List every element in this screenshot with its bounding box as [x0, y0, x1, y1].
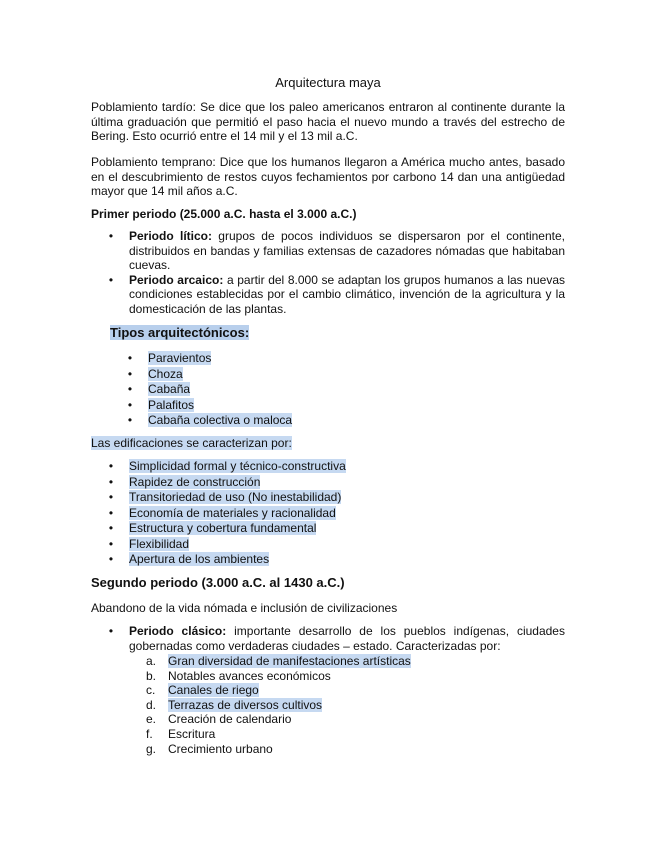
bullet-icon: • [108, 272, 114, 287]
bullet-icon: • [127, 382, 133, 396]
list-item: b. Notables avances económicos [146, 668, 331, 683]
list-item: g. Crecimiento urbano [146, 741, 273, 756]
period-term: Periodo clásico: [129, 624, 227, 638]
list-item: • Estructura y cobertura fundamental [129, 521, 565, 537]
bullet-icon: • [127, 366, 133, 381]
list-item: • Palafitos [148, 398, 565, 414]
bullet-icon: • [127, 397, 133, 412]
bullet-icon: • [108, 552, 114, 566]
list-item: • Apertura de los ambientes [129, 552, 565, 568]
list-item: • Cabaña colectiva o maloca [148, 413, 565, 429]
period-term: Periodo lítico: [129, 229, 212, 243]
bullet-icon: • [108, 459, 114, 473]
bullet-icon: • [108, 229, 114, 243]
list-item: • Simplicidad formal y técnico-constructiva [129, 459, 565, 475]
bullet-icon: • [127, 413, 133, 427]
paragraph-abandono: Abandono de la vida nómada e inclusión de civilizaciones [91, 601, 398, 615]
list-item: • Paravientos [148, 351, 565, 367]
period-text: a partir del 8.000 se adaptan los grupos humanos a las nuevas condiciones establecidas por el cambio climático, invención de la agricultura y la domesticación de las plantas. [129, 272, 565, 316]
period-term: Periodo arcaico: [129, 272, 224, 287]
bullet-icon: • [108, 624, 114, 638]
list-item: e. Creación de calendario [146, 712, 292, 727]
list-item [108, 624, 565, 653]
list-item: d. Terrazas de diversos cultivos [146, 697, 323, 712]
edificaciones-list [108, 459, 565, 568]
list-item [108, 272, 565, 317]
list-item: • Choza [148, 367, 565, 383]
list-item: • Transitoriedad de uso (No inestabilidad) [129, 490, 565, 506]
heading-primer-periodo: Primer periodo (25.000 a.C. hasta el 3.000 a.C.) [91, 207, 357, 221]
characteristics-list [146, 654, 565, 756]
heading-tipos-arquitectonicos: Tipos arquitectónicos: [110, 325, 250, 340]
tipos-list [127, 351, 565, 429]
bullet-icon: • [108, 505, 114, 520]
bullet-icon: • [108, 536, 114, 551]
bullet-icon: • [108, 490, 114, 504]
list-item: a. Gran diversidad de manifestaciones artísticas [146, 654, 411, 668]
paragraph-poblamiento-tardio: Poblamiento tardío: Se dice que los paleo americanos entraron al continente durante la última graduación que permitió el paso hacia el nuevo mundo a través del estrecho de Bering. Esto ocurrió entre el 14 mil y el 13 mil a.C. [91, 100, 565, 144]
list-item: • Cabaña [148, 382, 565, 398]
paragraph-poblamiento-temprano: Poblamiento temprano: Dice que los humanos llegaron a América mucho antes, basado en el descubrimiento de restos cuyos fechamientos por carbono 14 dan una antigüedad mayor que 14 mil años a.C. [91, 155, 565, 199]
list-item [108, 229, 565, 273]
list-item: f. Escritura [146, 726, 216, 741]
list-item: • Economía de materiales y racionalidad [129, 506, 565, 522]
bullet-icon: • [108, 521, 114, 535]
periods-list [108, 229, 565, 317]
bullet-icon: • [108, 474, 114, 489]
paragraph-edificaciones: Las edificaciones se caracterizan por: [91, 436, 292, 450]
page-title: Arquitectura maya [275, 75, 381, 90]
period-text: grupos de pocos individuos se dispersaron por el continente, distribuidos en bandas y familias extensas de cazadores nómadas que habitaban cuevas. [129, 229, 565, 273]
bullet-icon: • [127, 351, 133, 365]
list-item: c. Canales de riego [146, 683, 259, 698]
list-item: • Flexibilidad [129, 537, 565, 553]
heading-segundo-periodo: Segundo periodo (3.000 a.C. al 1430 a.C.) [91, 575, 345, 590]
clasico-list [108, 624, 565, 653]
list-item: • Rapidez de construcción [129, 475, 565, 491]
period-text: importante desarrollo de los pueblos indígenas, ciudades gobernadas como verdaderas ciudades – estado. Caracterizadas por: [129, 624, 565, 653]
